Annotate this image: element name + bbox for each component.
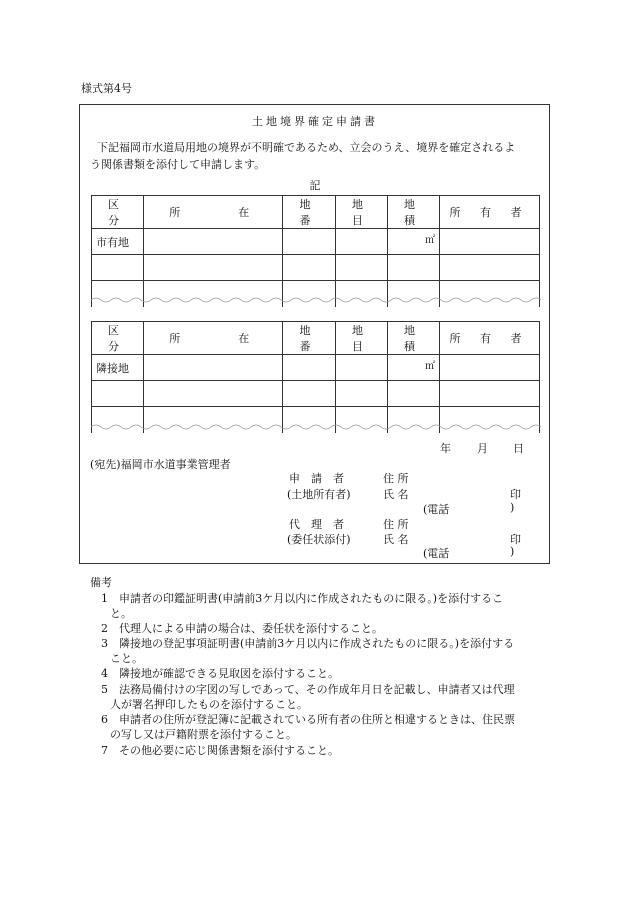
col-header-location-b: 在 — [214, 196, 283, 229]
area-cell — [388, 229, 440, 255]
wavy-break-line — [90, 423, 542, 431]
form-title: 土地境界確定申請書 — [252, 115, 378, 128]
owner-cell — [440, 229, 540, 255]
area-unit: ㎡ — [425, 235, 435, 246]
applicant-tel-close: ) — [510, 501, 515, 514]
form-number: 様式第4号 — [81, 82, 132, 95]
owner-cell — [440, 381, 540, 407]
col-header-category: 区 分 — [92, 322, 144, 355]
land-category-cell — [336, 381, 388, 407]
col-header-land-category: 地 目 — [336, 322, 388, 355]
city-land-label: 市有地 — [92, 229, 144, 255]
col-header-location-b: 在 — [214, 322, 283, 355]
note-line: 5 法務局備付けの字図の写しであって、その作成年月日を記載し、申請者又は代理 — [101, 683, 515, 696]
col-header-owner: 所 有 者 — [440, 196, 540, 229]
note-line: と。 — [110, 607, 132, 620]
col-header-land-category: 地 目 — [336, 196, 388, 229]
col-header-location-a: 所 — [144, 322, 214, 355]
location-cell — [144, 229, 283, 255]
note-line: の写し又は戸籍附票を添付すること。 — [110, 728, 297, 741]
intro-line-2: う関係書類を添付して申請します。 — [90, 158, 266, 171]
location-cell — [144, 381, 283, 407]
area-unit: ㎡ — [425, 361, 435, 372]
applicant-tel: (電話 — [423, 503, 450, 516]
intro-line-1: 下記福岡市水道局用地の境界が不明確であるため、立会のうえ、境界を確定されるよ — [97, 141, 516, 154]
notes-title: 備考 — [90, 576, 112, 589]
applicant-seal: 印 — [510, 488, 521, 501]
col-header-location-a: 所 — [144, 196, 214, 229]
col-header-area: 地 積 — [388, 196, 440, 229]
lot-number-cell — [283, 355, 336, 381]
note-line: 1 申請者の印鑑証明書(申請前3ケ月以内に作成されたものに限る。)を添付するこ — [101, 592, 504, 605]
wavy-break-line — [90, 296, 542, 304]
area-cell — [388, 355, 440, 381]
applicant-role-note: (土地所有者) — [287, 488, 351, 501]
land-category-cell — [336, 255, 388, 281]
category-cell — [92, 381, 144, 407]
applicant-name-label: 氏 名 — [383, 488, 409, 501]
category-cell — [92, 255, 144, 281]
location-cell — [144, 355, 283, 381]
col-header-lot-number: 地 番 — [283, 322, 336, 355]
area-cell — [388, 255, 440, 281]
owner-cell — [440, 255, 540, 281]
lot-number-cell — [283, 255, 336, 281]
col-header-category: 区 分 — [92, 196, 144, 229]
note-line: こと。 — [110, 652, 143, 665]
addressee: (宛先)福岡市水道事業管理者 — [90, 458, 231, 471]
applicant-address-label: 住 所 — [383, 472, 409, 485]
area-cell — [388, 381, 440, 407]
note-line: 3 隣接地の登記事項証明書(申請前3ケ月以内に作成されたものに限る。)を添付する — [101, 637, 515, 650]
col-header-lot-number: 地 番 — [283, 196, 336, 229]
adjacent-land-table — [91, 321, 540, 433]
note-line: 7 その他必要に応じ関係書類を添付すること。 — [101, 744, 339, 757]
agent-tel: (電話 — [423, 547, 450, 560]
agent-tel-close: ) — [510, 545, 515, 558]
land-category-cell — [336, 355, 388, 381]
lot-number-cell — [283, 381, 336, 407]
city-land-table — [91, 195, 540, 307]
date-month: 月 — [477, 442, 488, 455]
agent-seal: 印 — [510, 533, 521, 546]
date-day: 日 — [513, 442, 524, 455]
adjacent-land-label: 隣接地 — [92, 355, 144, 381]
lot-number-cell — [283, 229, 336, 255]
agent-role-note: (委任状添付) — [287, 533, 351, 546]
location-cell — [144, 255, 283, 281]
agent-name-label: 氏 名 — [383, 533, 409, 546]
owner-cell — [440, 355, 540, 381]
note-line: 4 隣接地が確認できる見取図を添付すること。 — [101, 667, 339, 680]
land-category-cell — [336, 229, 388, 255]
note-line: 6 申請者の住所が登記簿に記載されている所有者の住所と相違するときは、住民票 — [101, 713, 515, 726]
note-line: 2 代理人による申請の場合は、委任状を添付すること。 — [101, 622, 383, 635]
agent-address-label: 住 所 — [383, 518, 409, 531]
date-year: 年 — [440, 442, 451, 455]
agent-role: 代 理 者 — [289, 518, 344, 531]
ki-label: 記 — [309, 179, 321, 192]
col-header-area: 地 積 — [388, 322, 440, 355]
col-header-owner: 所 有 者 — [440, 322, 540, 355]
applicant-role: 申 請 者 — [289, 472, 344, 485]
note-line: 人が署名押印したものを添付すること。 — [110, 698, 308, 711]
